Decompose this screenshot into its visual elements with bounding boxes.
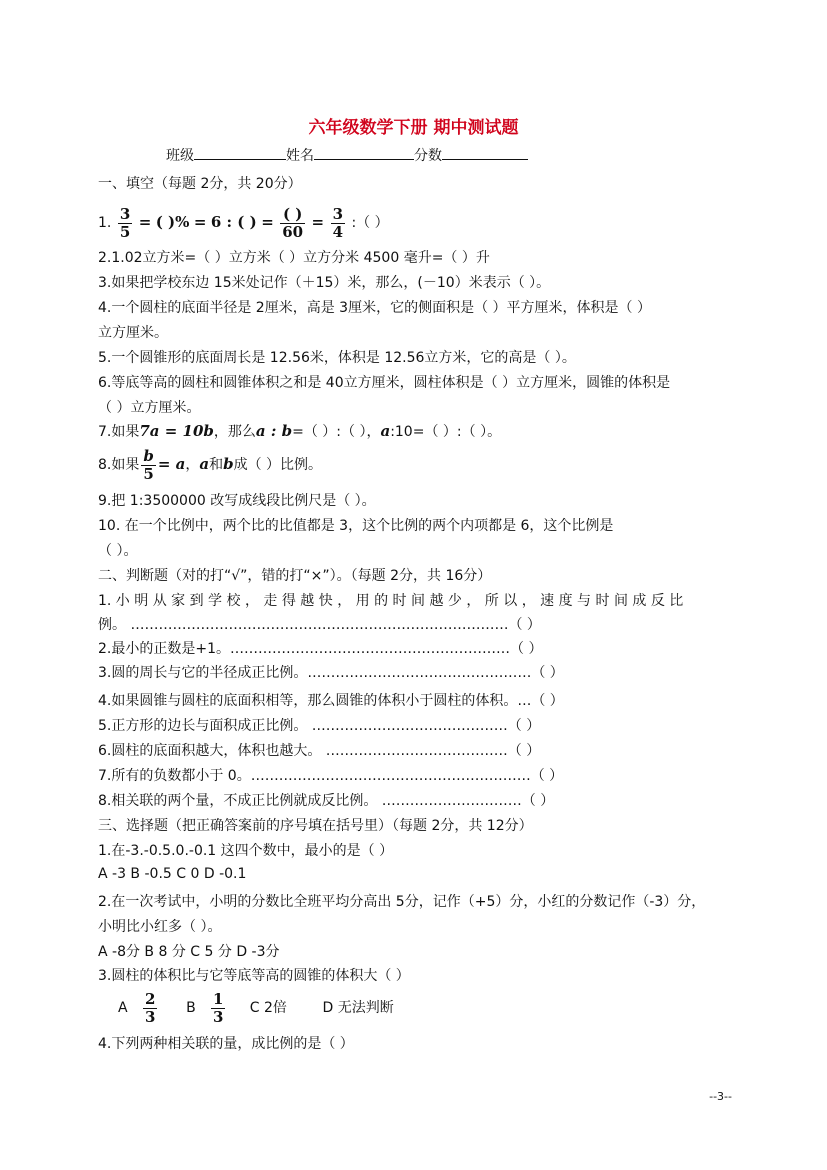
question-1: 1. $\frac{3}{5}$ = ( )% = 6 : ( ) = $\frac{( )}{60}$ = $\frac{3}{4}$ :（ ） (98, 204, 389, 241)
q1-number: 1. (98, 215, 112, 231)
question-6: 6.等底等高的圆柱和圆锥体积之和是 40立方厘米，圆柱体积是（ ）立方厘米，圆锥的体积是 (98, 375, 671, 391)
page-title: 六年级数学下册 期中测试题 (308, 118, 519, 138)
choice-1: 1.在-3.-0.5.0.-0.1 这四个数中，最小的是（ ） (98, 843, 394, 859)
q8-fraction: $\frac{b}{5}$ (143, 446, 154, 483)
judge-8: 8.相关联的两个量，不成正比例就成反比例。 …………………………（ ） (98, 793, 555, 809)
q1-fraction-1: $\frac{3}{5}$ (119, 204, 131, 241)
q1-fraction-3: $\frac{3}{4}$ (332, 204, 344, 241)
class-blank[interactable] (194, 145, 286, 160)
q1-ratio-blank[interactable]: 6 : ( ) (210, 213, 257, 231)
option-b-fraction[interactable]: $\frac{1}{3}$ (213, 989, 224, 1026)
section1-heading: 一、填空（每题 2分，共 20分） (98, 176, 302, 192)
q1-fraction-2[interactable]: $\frac{( )}{60}$ (282, 204, 304, 241)
q1-tail-blank[interactable]: :（ ） (351, 215, 389, 231)
judge-3: 3.圆的周长与它的半径成正比例。…………………………………………（ ） (98, 665, 564, 681)
option-a-fraction[interactable]: $\frac{2}{3}$ (144, 989, 156, 1026)
score-label: 分数 (414, 148, 442, 164)
question-4: 4.一个圆柱的底面半径是 2厘米，高是 3厘米，它的侧面积是（ ）平方厘米，体积是（ ） (98, 300, 651, 316)
section3-heading: 三、选择题（把正确答案前的序号填在括号里）（每题 2分，共 12分） (98, 818, 533, 834)
score-blank[interactable] (442, 145, 528, 160)
judge-1: 1. 小 明 从 家 到 学 校 ， 走 得 越 快 ， 用 的 时 间 越 少 ， 所 以 ， 速 度 与 时 间 成 反 比 (98, 593, 684, 609)
student-info (166, 145, 528, 165)
question-6-cont: （ ）立方厘米。 (98, 400, 201, 416)
question-7: 7.如果7a = 10b，那么a : b=（ ）:（ ），a:10=（ ）:（ ）。 (98, 422, 502, 440)
question-8: 8.如果 $\frac{b}{5}$ = a，a和b成（ ）比例。 (98, 446, 323, 483)
choice-2-options: A -8分 B 8 分 C 5 分 D -3分 (98, 944, 280, 960)
option-d[interactable]: D 无法判断 (322, 1000, 394, 1016)
class-label: 班级 (166, 148, 194, 164)
q1-percent-blank[interactable]: ( )% (155, 213, 190, 231)
question-2: 2.1.02立方米=（ ）立方米（ ）立方分米 4500 毫升=（ ）升 (98, 250, 490, 266)
q7-blanks[interactable]: =（ ）:（ ）， (292, 424, 381, 440)
page-number: --3-- (709, 1090, 732, 1103)
choice-4: 4.下列两种相关联的量，成比例的是（ ） (98, 1036, 354, 1052)
name-label: 姓名 (286, 148, 314, 164)
question-10-cont: （ ）。 (98, 543, 138, 559)
judge-1-cont: 例。 ………………………………………………………………………（ ） (98, 617, 541, 633)
choice-2: 2.在一次考试中，小明的分数比全班平均分高出 5分，记作（+5）分，小红的分数记作（-3）分， (98, 894, 706, 910)
choice-3-options: A $\frac{2}{3}$ B $\frac{1}{3}$ C 2倍 D 无法判断 (118, 989, 394, 1026)
q7-equation: 7a = 10b (139, 422, 214, 440)
judge-6: 6.圆柱的底面积越大，体积也越大。 …………………………………（ ） (98, 743, 541, 759)
choice-1-options: A -3 B -0.5 C 0 D -0.1 (98, 866, 247, 882)
judge-2: 2.最小的正数是+1。……………………………………………………（ ） (98, 641, 543, 657)
name-blank[interactable] (314, 145, 414, 160)
q8-blank[interactable]: 成（ ）比例。 (233, 457, 323, 473)
option-c[interactable]: C 2倍 (249, 1000, 287, 1016)
question-9: 9.把 1:3500000 改写成线段比例尺是（ ）。 (98, 493, 376, 509)
question-3: 3.如果把学校东边 15米处记作（＋15）米，那么，(－10）米表示（ ）。 (98, 275, 551, 291)
choice-2-cont: 小明比小红多（ ）。 (98, 919, 222, 935)
question-5: 5.一个圆锥形的底面周长是 12.56米，体积是 12.56立方米，它的高是（ ）。 (98, 350, 576, 366)
judge-4: 4.如果圆锥与圆柱的底面积相等，那么圆锥的体积小于圆柱的体积。…（ ） (98, 693, 564, 709)
q7-blanks-2[interactable]: :10=（ ）:（ ）。 (390, 424, 502, 440)
question-4-cont: 立方厘米。 (98, 325, 168, 341)
choice-3: 3.圆柱的体积比与它等底等高的圆锥的体积大（ ） (98, 968, 410, 984)
section2-heading: 二、判断题（对的打“√”，错的打“×”）。（每题 2分，共 16分） (98, 568, 492, 584)
question-10: 10. 在一个比例中，两个比的比值都是 3，这个比例的两个内项都是 6，这个比例是 (98, 518, 614, 534)
judge-7: 7.所有的负数都小于 0。……………………………………………………（ ） (98, 768, 564, 784)
judge-5: 5.正方形的边长与面积成正比例。 ……………………………………（ ） (98, 718, 541, 734)
